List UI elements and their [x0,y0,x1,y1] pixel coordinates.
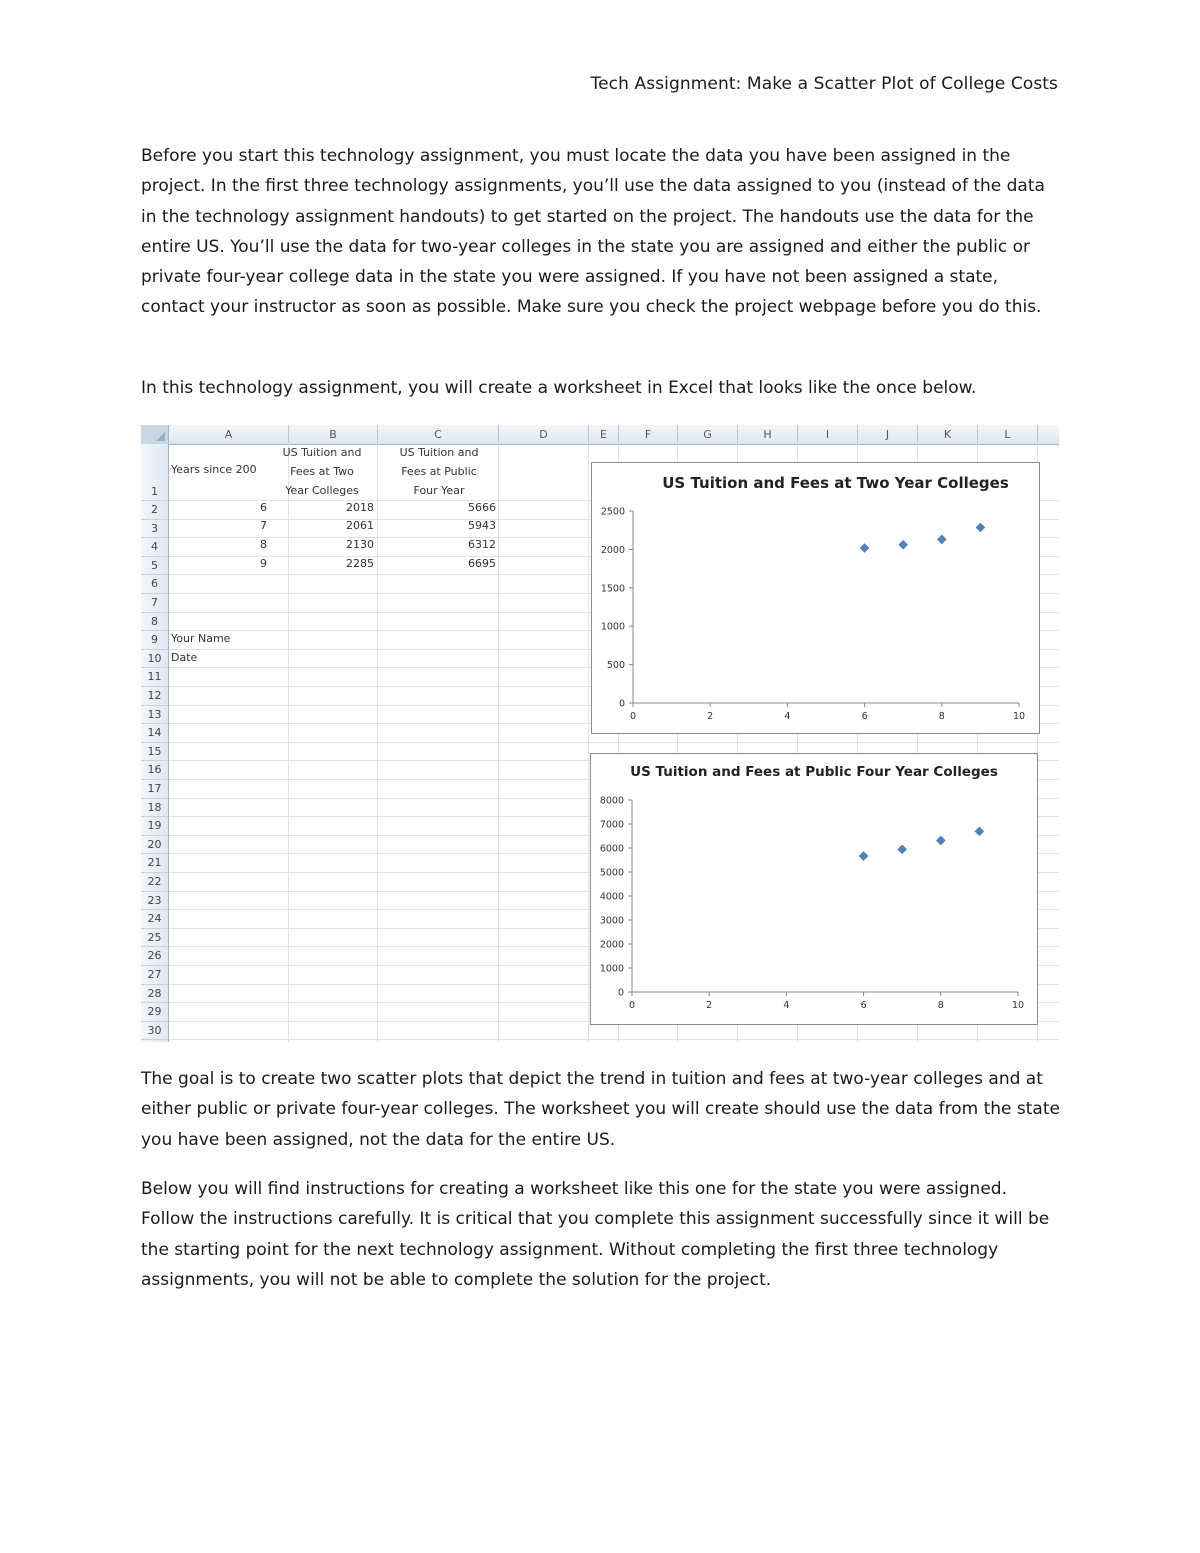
data-point [859,852,868,861]
x-tick-label: 10 [1011,1000,1025,1011]
y-tick-label: 0 [618,698,625,710]
x-tick-label: 8 [938,711,945,722]
row-header-4[interactable]: 4 [141,538,168,557]
cell-a1[interactable]: Years since 200 [171,463,257,476]
row-header-2[interactable]: 2 [141,501,168,520]
column-header-g[interactable]: G [678,425,738,444]
row-header-27[interactable]: 27 [141,966,168,985]
row-header-20[interactable]: 20 [141,836,168,855]
cell-b1[interactable]: US Tuition and Fees at Two Year Colleges [282,446,362,497]
two-year-scatter-chart[interactable] [591,462,1040,734]
grid-line [377,444,378,1042]
column-header-c[interactable]: C [378,425,499,444]
select-all-corner[interactable] [141,425,169,444]
row-header-8[interactable]: 8 [141,613,168,632]
y-tick-label: 500 [606,660,625,672]
y-tick-label: 0 [617,987,624,999]
four-year-plot-area [591,754,1037,1024]
y-tick-label: 7000 [599,819,624,831]
instructions-paragraph: Below you will find instructions for creating a worksheet like this one for the state you were assigned. Follow the instructions carefully. It is critical that you complete this assignment successfully since it will be the starting point for the next technology assignment. Without completing the first three technology assignments, you will not be able to complete the solution for the project. [141,1179,1050,1290]
row-header-12[interactable]: 12 [141,687,168,706]
data-point [860,544,869,553]
goal-paragraph: The goal is to create two scatter plots that depict the trend in tuition and fees at two-year colleges and at either public or private four-year colleges. The worksheet you will create should use the data from the state you have been assigned, not the data for the entire US. [141,1069,1060,1150]
cell-a10[interactable]: Date [171,651,198,664]
row-header-19[interactable]: 19 [141,817,168,836]
row-header-15[interactable]: 15 [141,743,168,762]
y-tick-label: 4000 [599,891,624,903]
row-header-18[interactable]: 18 [141,799,168,818]
row-header-26[interactable]: 26 [141,947,168,966]
cell-a3[interactable]: 7 [260,519,267,532]
row-header-5[interactable]: 5 [141,557,168,576]
cell-c4[interactable]: 6312 [468,538,496,551]
spreadsheet-screenshot [141,425,1059,1042]
y-tick-label: 5000 [599,867,624,879]
column-header-l[interactable]: L [978,425,1038,444]
grid-line [498,444,499,1042]
row-header-29[interactable]: 29 [141,1003,168,1022]
row-header-21[interactable]: 21 [141,854,168,873]
cell-b5[interactable]: 2285 [346,557,374,570]
x-tick-label: 6 [861,711,868,722]
x-tick-label: 0 [629,711,637,722]
grid-line [169,742,1059,743]
y-tick-label: 1000 [599,963,624,975]
row-header-16[interactable]: 16 [141,761,168,780]
row-header-28[interactable]: 28 [141,985,168,1004]
data-point [975,827,984,836]
grid-line [288,444,289,1042]
column-header-e[interactable]: E [589,425,619,444]
x-tick-label: 10 [1012,711,1026,722]
chart-title: US Tuition and Fees at Public Four Year Colleges [630,764,998,780]
column-header-b[interactable]: B [289,425,378,444]
row-header-1[interactable]: 1 [141,444,168,501]
row-header-14[interactable]: 14 [141,724,168,743]
row-header-30[interactable]: 30 [141,1022,168,1041]
row-header-11[interactable]: 11 [141,668,168,687]
cell-a2[interactable]: 6 [260,501,267,514]
worksheet-intro-paragraph: In this technology assignment, you will create a worksheet in Excel that looks like the once below. [141,378,977,398]
row-header-25[interactable]: 25 [141,929,168,948]
row-header-24[interactable]: 24 [141,910,168,929]
cell-b2[interactable]: 2018 [346,501,374,514]
cell-a9[interactable]: Your Name [171,632,231,645]
data-point [976,523,985,532]
row-header-22[interactable]: 22 [141,873,168,892]
x-tick-label: 4 [784,711,791,722]
row-header-13[interactable]: 13 [141,706,168,725]
y-tick-label: 3000 [599,915,624,927]
x-tick-label: 0 [628,1000,636,1011]
y-tick-label: 8000 [599,795,624,807]
cell-c1[interactable]: US Tuition and Fees at Public Four Year [399,446,479,497]
y-tick-label: 1000 [600,621,625,633]
y-tick-label: 2000 [599,939,624,951]
data-point [898,845,907,854]
column-header-a[interactable]: A [169,425,289,444]
data-point [899,540,908,549]
chart-title: US Tuition and Fees at Two Year Colleges [662,474,1009,492]
intro-paragraph: Before you start this technology assignment, you must locate the data you have been assigned in the project. In the first three technology assignments, you’ll use the data assigned to you (instead of the data in the technology assignment handouts) to get started on the project. The handouts use the data for the entire US. You’ll use the data for two-year colleges in the state you are assigned and either the public or private four-year college data in the state you were assigned. If you have not been assigned a state, contact your instructor as soon as possible. Make sure you check the project webpage before you do this. [141,146,1045,318]
row-header-3[interactable]: 3 [141,520,168,539]
x-tick-label: 8 [937,1000,944,1011]
row-header-7[interactable]: 7 [141,594,168,613]
x-tick-label: 4 [783,1000,790,1011]
y-tick-label: 1500 [600,583,625,595]
x-tick-label: 2 [707,711,714,722]
cell-c5[interactable]: 6695 [468,557,496,570]
grid-line [588,444,589,1042]
column-header-d[interactable]: D [499,425,589,444]
page-header-title: Tech Assignment: Make a Scatter Plot of College Costs [590,74,1058,94]
four-year-scatter-chart[interactable] [590,753,1038,1025]
x-tick-label: 2 [706,1000,713,1011]
row-header-23[interactable]: 23 [141,892,168,911]
cell-b3[interactable]: 2061 [346,519,374,532]
cell-b4[interactable]: 2130 [346,538,374,551]
row-header-6[interactable]: 6 [141,575,168,594]
column-header-i[interactable]: I [798,425,858,444]
column-header-h[interactable]: H [738,425,798,444]
grid-line [169,1039,1059,1040]
two-year-plot-area [592,463,1039,733]
data-point [936,836,945,845]
y-tick-label: 6000 [599,843,624,855]
column-header-j[interactable]: J [858,425,918,444]
cell-a5[interactable]: 9 [260,557,267,570]
row-header-10[interactable]: 10 [141,650,168,669]
y-tick-label: 2000 [600,544,625,556]
column-header-f[interactable]: F [619,425,678,444]
row-header-9[interactable]: 9 [141,631,168,650]
data-point [937,535,946,544]
row-header-17[interactable]: 17 [141,780,168,799]
cell-c3[interactable]: 5943 [468,519,496,532]
cell-c2[interactable]: 5666 [468,501,496,514]
x-tick-label: 6 [860,1000,867,1011]
column-header-k[interactable]: K [918,425,978,444]
y-tick-label: 2500 [600,506,625,518]
cell-a4[interactable]: 8 [260,538,267,551]
